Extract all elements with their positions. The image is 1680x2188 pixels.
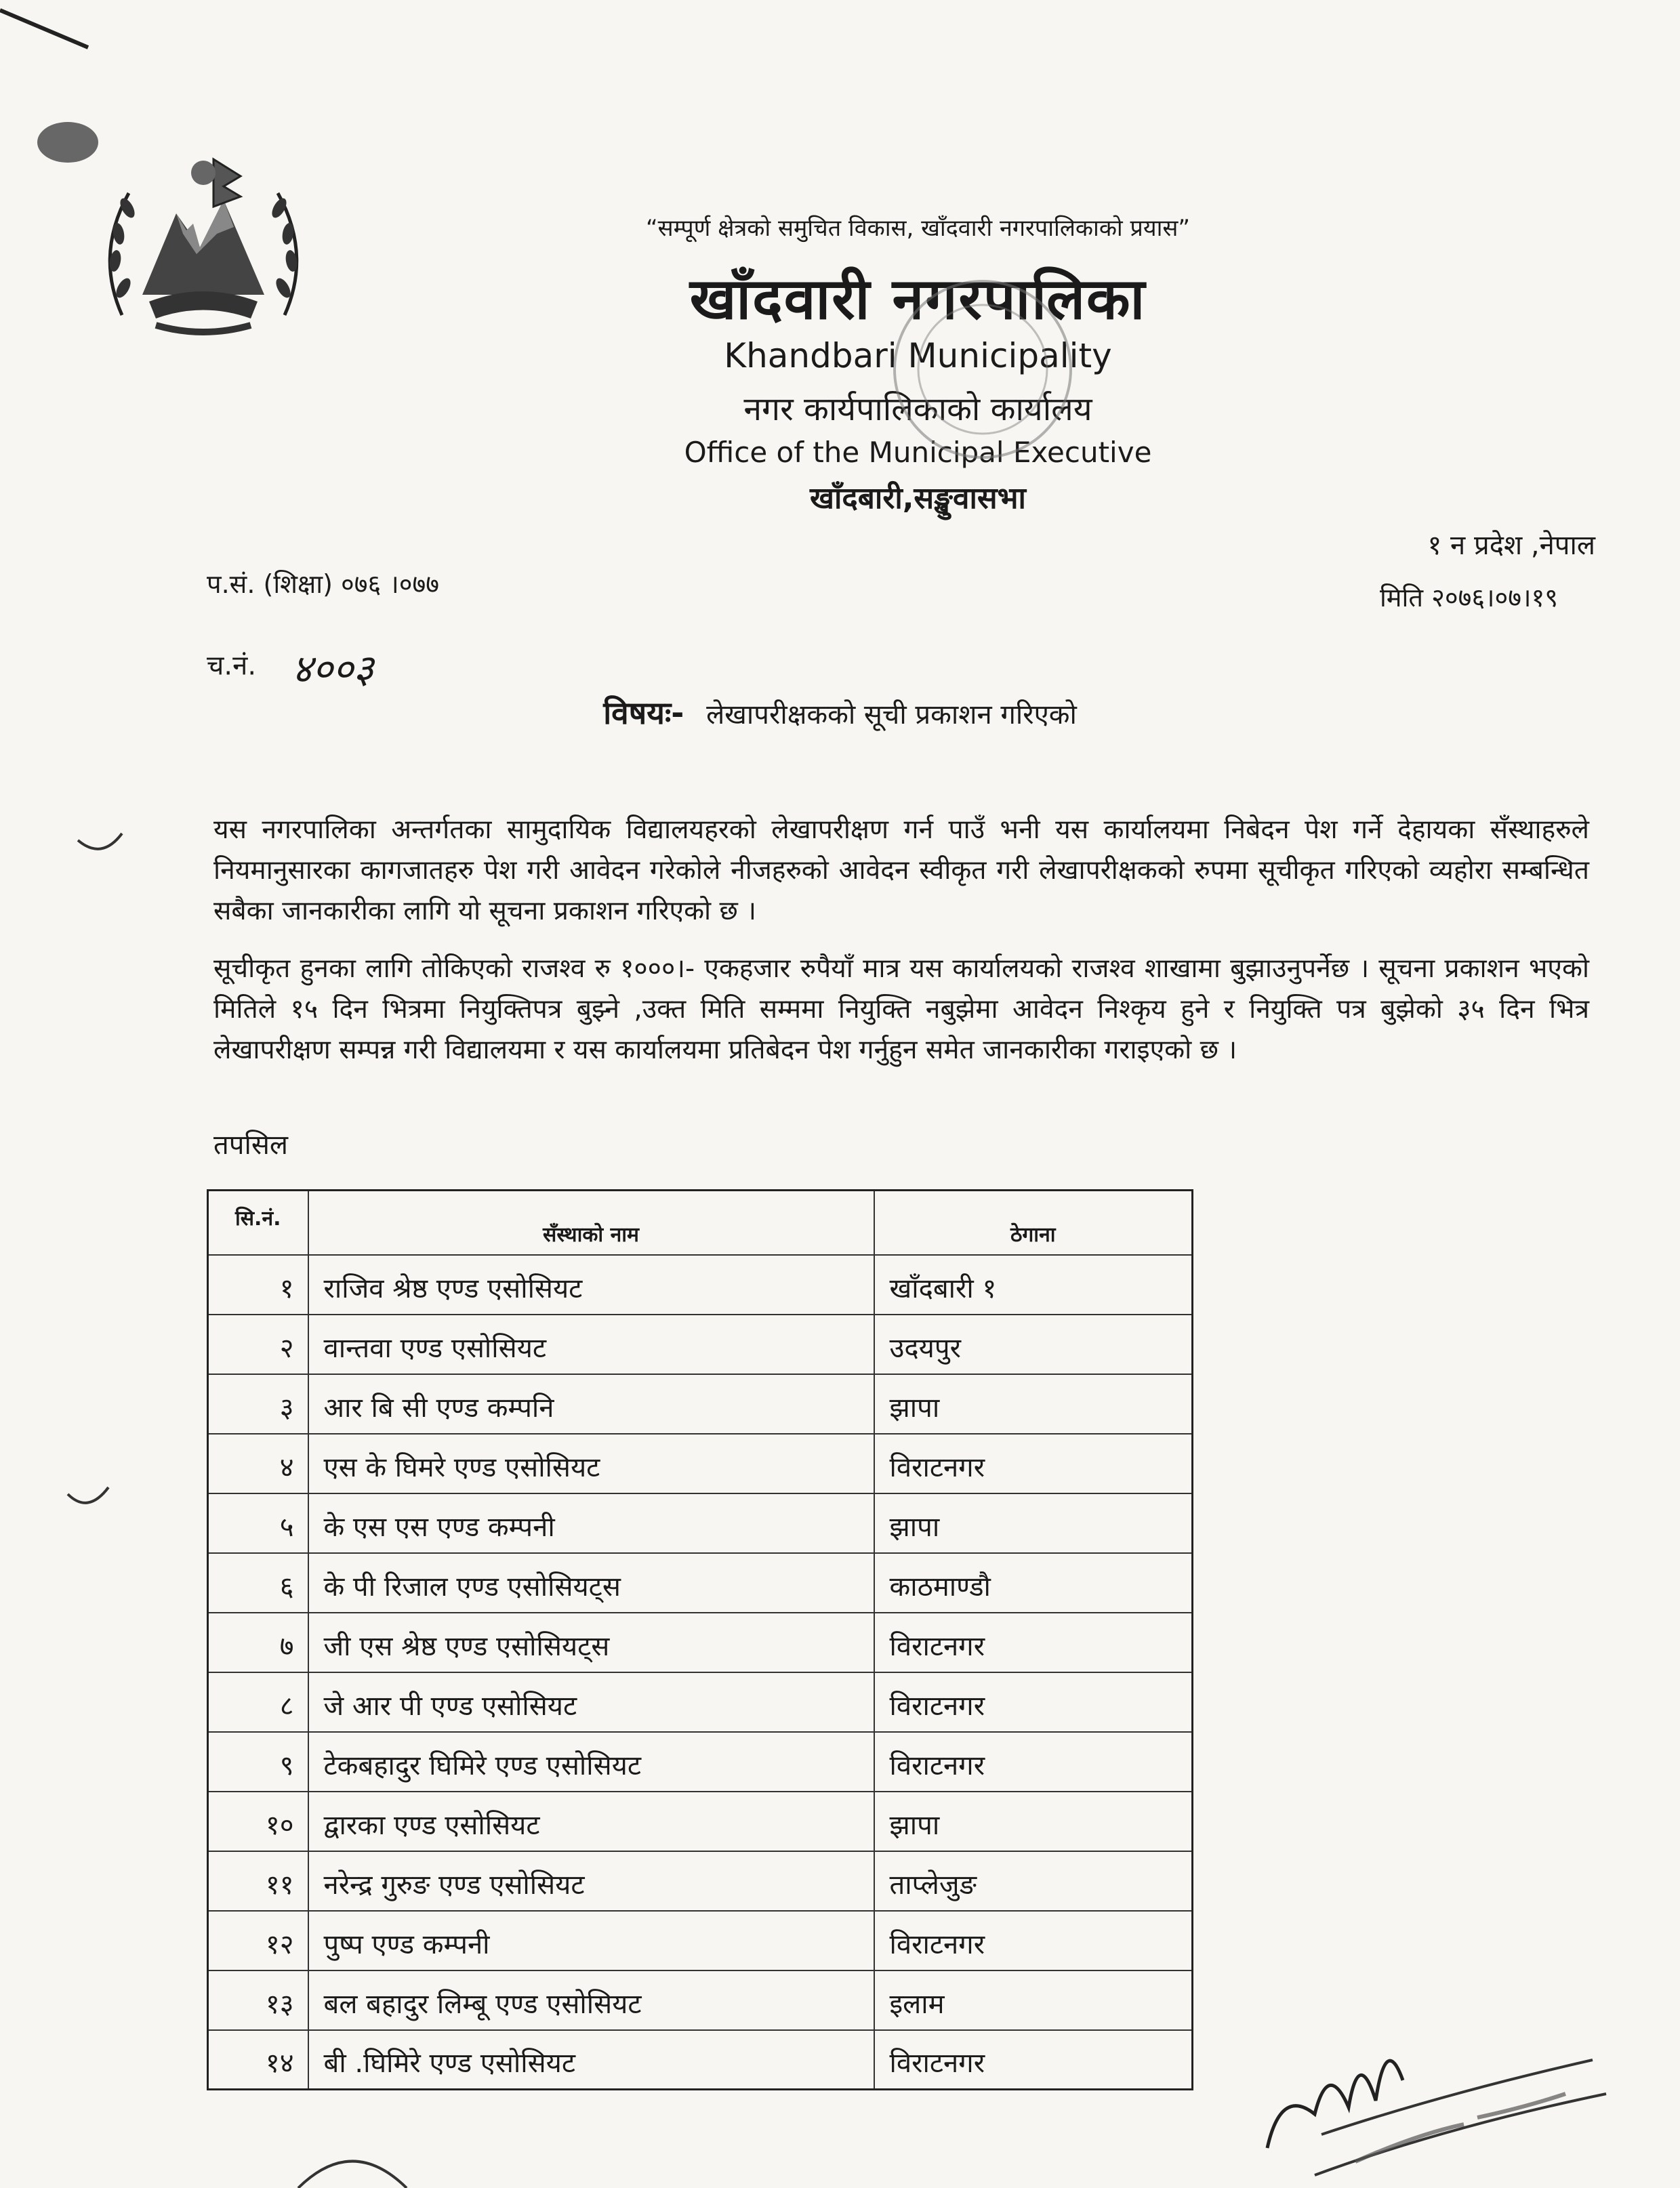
address-cell: विराटनगर [874, 2030, 1193, 2090]
serial-number-cell: १३ [208, 1970, 308, 2030]
auditor-list-table [207, 1189, 1193, 2090]
serial-number-cell: ५ [208, 1493, 308, 1553]
table-row [208, 1613, 1193, 1672]
serial-number-cell: १० [208, 1792, 308, 1851]
header-serial-number: सि.नं. [208, 1191, 308, 1255]
body-paragraph-2: सूचीकृत हुनका लागि तोकिएको राजश्व रु १०००।- एकहजार रुपैयाँ मात्र यस कार्यालयको राजश्व शाखामा बुझाउनुपर्नेछ । सूचना प्रकाशन भएको मितिले १५ दिन भित्रमा नियुक्तिपत्र बुझ्ने ,उक्त मिति सम्ममा नियुक्ति नबुझेमा आवेदन निश्कृय हुने र नियुक्ति पत्र बुझेको ३५ दिन भित्र लेखापरीक्षण सम्पन्न गरी विद्यालयमा र यस कार्यालयमा प्रतिबेदन पेश गर्नुहुन समेत जानकारीका गराइएको छ । [213, 953, 1589, 1065]
address-cell: झापा [874, 1493, 1193, 1553]
firm-name-cell: वान्तवा एण्ड एसोसियट [308, 1315, 874, 1374]
subject-line [0, 691, 1680, 733]
dispatch-number-value: ४००३ [291, 646, 374, 692]
table-row [208, 1553, 1193, 1613]
header-firm-name: सँस्थाको नाम [308, 1191, 874, 1255]
table-row [208, 1970, 1193, 2030]
address-cell: इलाम [874, 1970, 1193, 2030]
firm-name-cell: नरेन्द्र गुरुङ एण्ड एसोसियट [308, 1851, 874, 1911]
firm-name-cell: एस के घिमरे एण्ड एसोसियट [308, 1434, 874, 1493]
address-cell: विराटनगर [874, 1732, 1193, 1792]
subject-text: लेखापरीक्षकको सूची प्रकाशन गरिएको [706, 699, 1077, 730]
reference-number: प.सं. (शिक्षा) ०७६ ।०७७ [207, 569, 440, 599]
table-row [208, 1434, 1193, 1493]
slogan: “सम्पूर्ण क्षेत्रको समुचित विकास, खाँदवारी नगरपालिकाको प्रयास” [645, 215, 1191, 242]
serial-number-cell: ८ [208, 1672, 308, 1732]
firm-name-cell: के पी रिजाल एण्ड एसोसियट्स [308, 1553, 874, 1613]
address-cell: विराटनगर [874, 1911, 1193, 1970]
serial-number-cell: ११ [208, 1851, 308, 1911]
municipality-title-nepali: खाँदवारी नगरपालिका [689, 266, 1147, 332]
address-cell: काठमाण्डौ [874, 1553, 1193, 1613]
serial-number-cell: ४ [208, 1434, 308, 1493]
table-row [208, 1792, 1193, 1851]
firm-name-cell: जे आर पी एण्ड एसोसियट [308, 1672, 874, 1732]
province-label: १ न प्रदेश ,नेपाल [1427, 530, 1595, 561]
address-cell: विराटनगर [874, 1613, 1193, 1672]
annex-label: तपसिल [213, 1130, 289, 1161]
address-cell: उदयपुर [874, 1315, 1193, 1374]
address-cell: विराटनगर [874, 1434, 1193, 1493]
serial-number-cell: १२ [208, 1911, 308, 1970]
office-location: खाँदबारी,सङ्खुवासभा [810, 481, 1026, 516]
office-title-english: Office of the Municipal Executive [684, 436, 1152, 469]
table-row [208, 1911, 1193, 1970]
serial-number-cell: ७ [208, 1613, 308, 1672]
serial-number-cell: १ [208, 1255, 308, 1315]
table-row [208, 1672, 1193, 1732]
firm-name-cell: बी .घिमिरे एण्ड एसोसियट [308, 2030, 874, 2090]
firm-name-cell: जी एस श्रेष्ठ एण्ड एसोसियट्स [308, 1613, 874, 1672]
firm-name-cell: पुष्प एण्ड कम्पनी [308, 1911, 874, 1970]
table-row [208, 1315, 1193, 1374]
address-cell: खाँदबारी १ [874, 1255, 1193, 1315]
serial-number-cell: ९ [208, 1732, 308, 1792]
firm-name-cell: राजिव श्रेष्ठ एण्ड एसोसियट [308, 1255, 874, 1315]
serial-number-cell: १४ [208, 2030, 308, 2090]
address-cell: झापा [874, 1374, 1193, 1434]
address-cell: ताप्लेजुङ [874, 1851, 1193, 1911]
office-seal-icon [881, 268, 1084, 471]
address-cell: विराटनगर [874, 1672, 1193, 1732]
dispatch-label: च.नं. [207, 650, 257, 682]
table-header-row [208, 1191, 1193, 1255]
serial-number-cell: २ [208, 1315, 308, 1374]
firm-name-cell: बल बहादुर लिम्बू एण्ड एसोसियट [308, 1970, 874, 2030]
office-title-nepali: नगर कार्यपालिकाको कार्यालय [743, 390, 1092, 428]
table-row [208, 2030, 1193, 2090]
serial-number-cell: ६ [208, 1553, 308, 1613]
table-row [208, 1255, 1193, 1315]
firm-name-cell: द्वारका एण्ड एसोसियट [308, 1792, 874, 1851]
header-address: ठेगाना [874, 1191, 1193, 1255]
table-row [208, 1493, 1193, 1553]
table-row [208, 1374, 1193, 1434]
municipality-title-english: Khandbari Municipality [724, 336, 1112, 375]
firm-name-cell: के एस एस एण्ड कम्पनी [308, 1493, 874, 1553]
table-row [208, 1732, 1193, 1792]
auditor-list-table-wrap [207, 1189, 1193, 2090]
table-row [208, 1851, 1193, 1911]
serial-number-cell: ३ [208, 1374, 308, 1434]
dispatch-number [207, 640, 373, 694]
subject-label: विषयः- [603, 695, 684, 731]
firm-name-cell: टेकबहादुर घिमिरे एण्ड एसोसियट [308, 1732, 874, 1792]
address-cell: झापा [874, 1792, 1193, 1851]
letter-date: मिति २०७६।०७।१९ [1379, 583, 1558, 613]
signature-stamp-icon [1240, 1979, 1620, 2182]
body-paragraph-1: यस नगरपालिका अन्तर्गतका सामुदायिक विद्यालयहरको लेखापरीक्षण गर्न पाउँ भनी यस कार्यालयमा निबेदन पेश गर्ने देहायका सँस्थाहरुले नियमानुसारका कागजातहरु पेश गरी आवेदन गरेकोले नीजहरुको आवेदन स्वीकृत गरी लेखापरीक्षकको रुपमा सूचीकृत गरिएको व्यहोरा सम्बन्धित सबैका जानकारीका लागि यो सूचना प्रकाशन गरिएको छ । [213, 814, 1589, 926]
firm-name-cell: आर बि सी एण्ड कम्पनि [308, 1374, 874, 1434]
